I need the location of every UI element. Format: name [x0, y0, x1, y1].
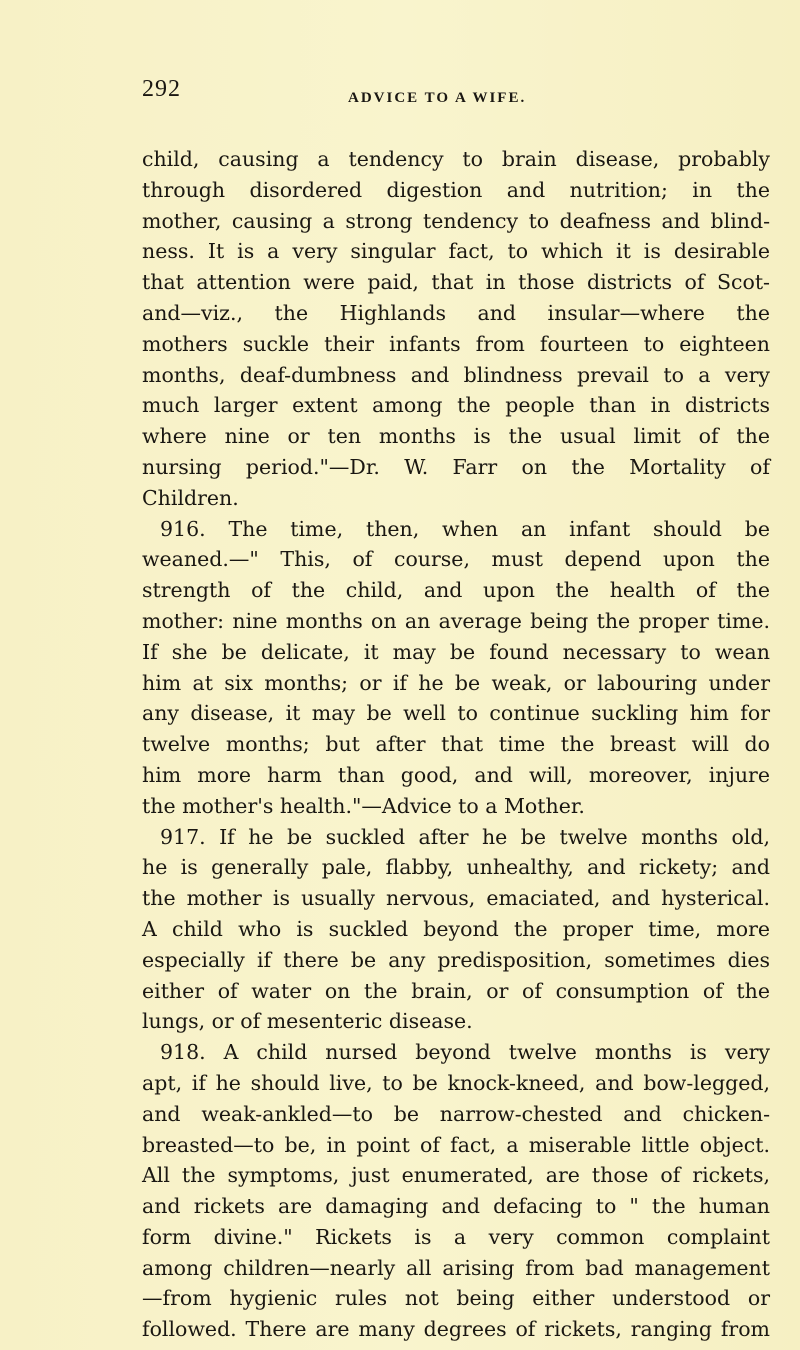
text-line: mother, causing a strong tendency to deafness and blind- [142, 208, 770, 233]
text-line: among children—nearly all arising from bad management [142, 1255, 770, 1280]
text-line: breasted—to be, in point of fact, a miserable little object. [142, 1132, 770, 1157]
text-line: the mother is usually nervous, emaciated, and hysterical. [142, 886, 770, 911]
text-line: strength of the child, and upon the health of the [142, 578, 770, 603]
text-line: apt, if he should live, to be knock-kneed, and bow-legged, [142, 1070, 770, 1095]
text-line: through disordered digestion and nutrition; in the [142, 177, 770, 202]
running-title: ADVICE TO A WIFE. [348, 90, 527, 106]
text-line: he is generally pale, flabby, unhealthy, and rickety; and [142, 855, 770, 880]
text-line: —from hygienic rules not being either understood or [142, 1286, 770, 1311]
text-line: any disease, it may be well to continue suckling him for [142, 701, 770, 726]
text-line: All the symptoms, just enumerated, are those of rickets, [142, 1163, 770, 1188]
text-line: the mother's health."—Advice to a Mother. [142, 793, 585, 818]
text-line: ness. It is a very singular fact, to which it is desirable [142, 239, 770, 264]
paragraph-916-line: 916. The time, then, when an infant should be [160, 516, 770, 541]
text-line: child, causing a tendency to brain disease, probably [142, 147, 770, 171]
text-line: weaned.—" This, of course, must depend upon the [142, 547, 770, 572]
text-line: form divine." Rickets is a very common complaint [142, 1224, 770, 1249]
text-line: lungs, or of mesenteric disease. [142, 1009, 473, 1034]
text-line: either of water on the brain, or of consumption of the [142, 978, 770, 1003]
text-line: If she be delicate, it may be found necessary to wean [142, 639, 770, 664]
paragraph-918-line: 918. A child nursed beyond twelve months is very [160, 1040, 770, 1065]
text-line: Children. [142, 485, 239, 510]
text-line: followed. There are many degrees of rickets, ranging from [142, 1317, 770, 1342]
text-line: mother: nine months on an average being the proper time. [142, 608, 770, 633]
text-line: that attention were paid, that in those districts of Scot- [142, 270, 770, 295]
text-line: twelve months; but after that time the breast will do [142, 732, 770, 757]
text-line: A child who is suckled beyond the proper time, more [142, 916, 770, 941]
text-line: months, deaf-dumbness and blindness prevail to a very [142, 362, 770, 387]
text-line: and rickets are damaging and defacing to " the human [142, 1194, 770, 1219]
text-line: especially if there be any predisposition, sometimes dies [142, 947, 770, 972]
page-number: 292 [142, 76, 181, 102]
text-line: much larger extent among the people than in districts [142, 393, 770, 418]
text-line: him more harm than good, and will, moreover, injure [142, 762, 770, 787]
text-line: mothers suckle their infants from fourteen to eighteen [142, 331, 770, 356]
text-line: where nine or ten months is the usual limit of the [142, 424, 770, 449]
text-line: him at six months; or if he be weak, or labouring under [142, 670, 770, 695]
body-text [142, 144, 770, 1345]
paragraph-917-line: 917. If he be suckled after he be twelve months old, [160, 824, 770, 849]
text-line: and weak-ankled—to be narrow-chested and chicken- [142, 1101, 770, 1126]
text-line: and—viz., the Highlands and insular—where the [142, 300, 770, 325]
text-line: nursing period."—Dr. W. Farr on the Mortality of [142, 454, 770, 479]
